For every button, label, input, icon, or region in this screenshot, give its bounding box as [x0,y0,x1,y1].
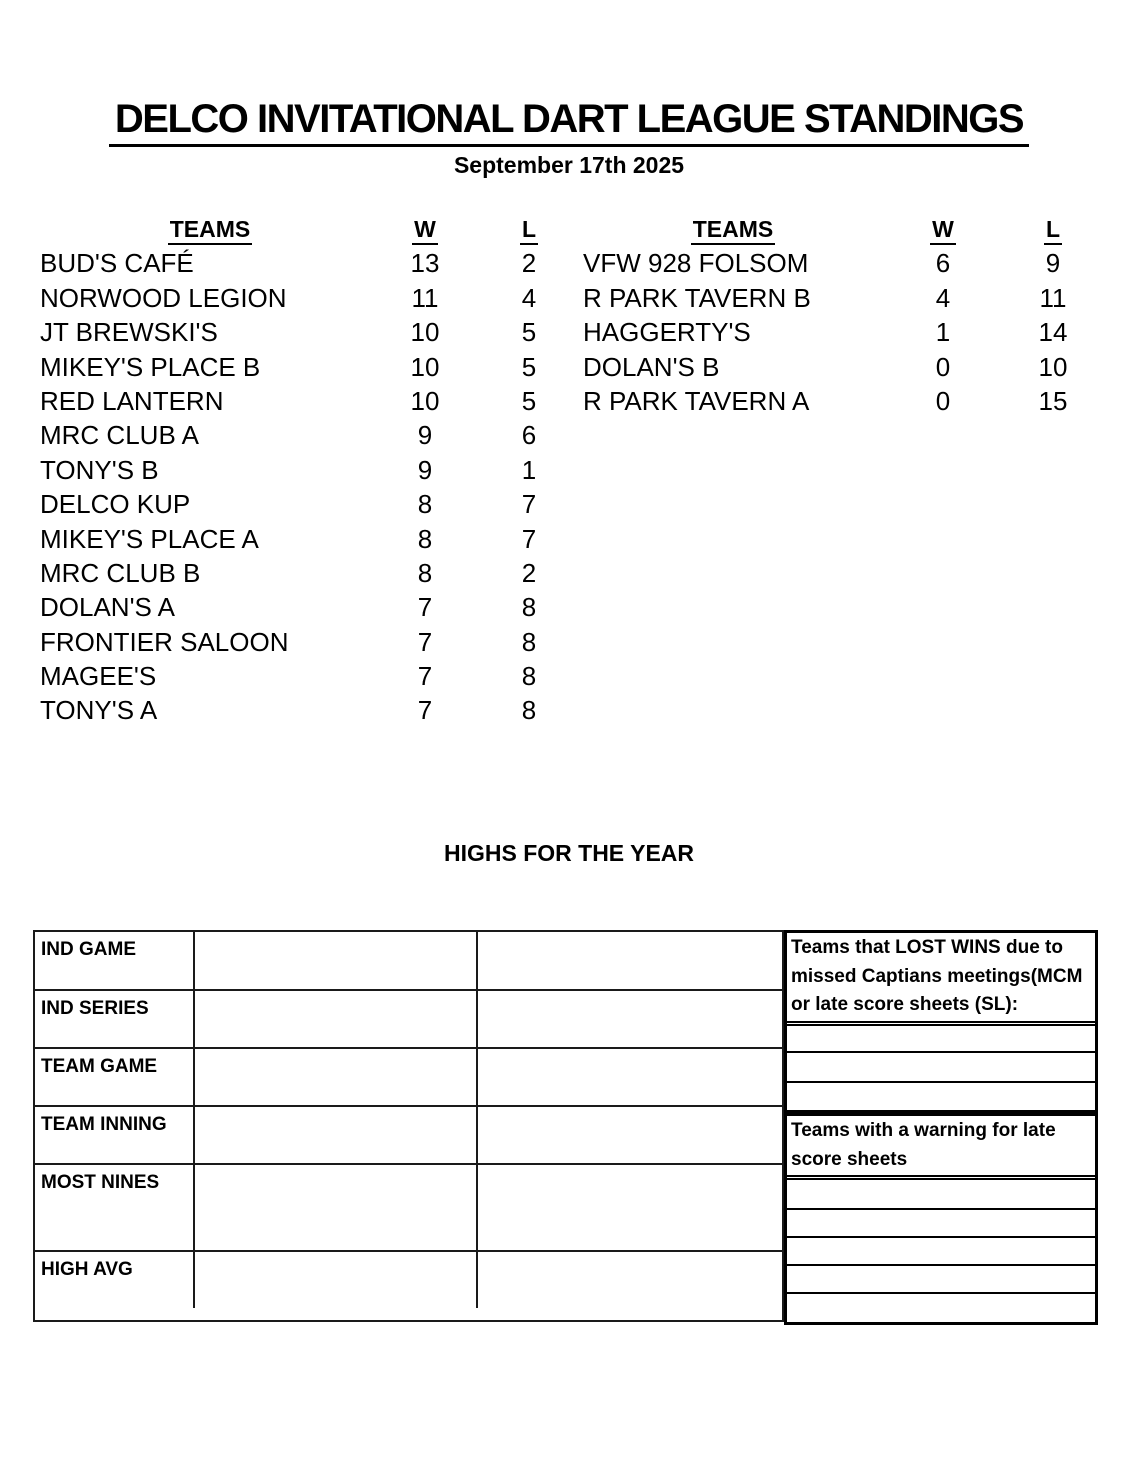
empty-cell [195,1107,478,1163]
empty-cell [787,1083,1095,1111]
highs-row-label: TEAM INNING [35,1107,195,1163]
wins-cell: 8 [417,489,433,520]
teams-column-header: TEAMS [40,212,380,246]
losses-cell: 2 [521,557,537,588]
empty-cell [195,1049,478,1105]
team-cell: DOLAN'S A [40,592,176,623]
highs-table [33,930,784,1322]
lost-wins-header: Teams that LOST WINS due to missed Captians meetings(MCM or late score sheets (SL): [787,933,1095,1026]
wins-cell: 10 [410,385,440,416]
highs-row [35,932,782,991]
team-cell: TONY'S A [40,695,158,726]
losses-cell: 5 [521,385,537,416]
empty-cell [195,1252,478,1308]
empty-cell [787,1238,1095,1266]
team-cell: BUD'S CAFÉ [40,248,194,279]
empty-cell [478,1049,782,1105]
losses-column-header: L [470,212,574,246]
losses-cell: 11 [1039,282,1067,313]
team-cell: TONY'S B [40,454,159,485]
wins-cell: 10 [410,317,440,348]
empty-cell [787,1026,1095,1053]
losses-cell: 2 [521,248,537,279]
empty-cell [478,1165,782,1250]
teams-column-header: TEAMS [583,212,883,246]
team-cell: JT BREWSKI'S [40,317,218,348]
losses-cell: 9 [1045,248,1061,279]
empty-cell [478,991,782,1047]
team-cell: MIKEY'S PLACE A [40,523,259,554]
losses-cell: 15 [1038,385,1068,416]
highs-row [35,1252,782,1308]
page-subtitle: September 17th 2025 [453,152,685,178]
team-cell: MRC CLUB A [40,420,199,451]
team-cell: HAGGERTY'S [583,317,751,348]
wins-cell: 0 [935,385,951,416]
empty-cell [195,991,478,1047]
losses-cell: 7 [521,489,537,520]
highs-row [35,1165,782,1252]
losses-cell: 8 [521,661,537,692]
wins-cell: 9 [417,420,433,451]
wins-cell: 11 [411,282,439,313]
highs-section-heading: HIGHS FOR THE YEAR [443,840,695,866]
empty-cell [787,1210,1095,1238]
wins-cell: 8 [417,523,433,554]
team-cell: R PARK TAVERN A [583,385,810,416]
page-title: DELCO INVITATIONAL DART LEAGUE STANDINGS [109,96,1029,147]
empty-cell [478,1252,782,1308]
losses-cell: 5 [521,351,537,382]
wins-cell: 7 [417,592,433,623]
wins-column-header: W [883,212,1003,246]
team-cell: DELCO KUP [40,489,191,520]
empty-cell [195,932,478,989]
highs-row-label: MOST NINES [35,1165,195,1250]
losses-cell: 7 [521,523,537,554]
team-cell: NORWOOD LEGION [40,282,287,313]
highs-row [35,991,782,1049]
losses-cell: 8 [521,626,537,657]
losses-cell: 5 [521,317,537,348]
empty-cell [195,1165,478,1250]
warning-header: Teams with a warning for late score sheets [787,1116,1095,1180]
highs-row-label: IND GAME [35,932,195,989]
losses-cell: 4 [521,282,537,313]
team-cell: R PARK TAVERN B [583,282,811,313]
highs-row [35,1049,782,1107]
losses-column-header: L [1003,212,1103,246]
lost-wins-box [784,930,1098,1113]
losses-cell: 10 [1038,351,1068,382]
standings-table-left [40,212,574,728]
warning-box [784,1113,1098,1325]
wins-cell: 9 [417,454,433,485]
team-cell: VFW 928 FOLSOM [583,248,809,279]
empty-cell [787,1294,1095,1324]
wins-cell: 6 [935,248,951,279]
highs-row [35,1107,782,1165]
highs-row-label: TEAM GAME [35,1049,195,1105]
highs-row-label: HIGH AVG [35,1252,195,1308]
empty-cell [478,932,782,989]
team-cell: RED LANTERN [40,385,224,416]
standings-table-right [583,212,1103,418]
page-title-wrap [0,96,1138,147]
empty-cell [787,1180,1095,1210]
wins-cell: 0 [935,351,951,382]
losses-cell: 14 [1038,317,1068,348]
wins-cell: 8 [417,557,433,588]
wins-cell: 1 [935,317,951,348]
team-cell: MRC CLUB B [40,557,201,588]
wins-column-header: W [380,212,470,246]
highs-row-label: IND SERIES [35,991,195,1047]
empty-cell [478,1107,782,1163]
wins-cell: 13 [410,248,440,279]
team-cell: FRONTIER SALOON [40,626,289,657]
wins-cell: 4 [935,282,951,313]
losses-cell: 1 [521,454,537,485]
team-cell: MIKEY'S PLACE B [40,351,261,382]
team-cell: MAGEE'S [40,661,157,692]
wins-cell: 7 [417,695,433,726]
losses-cell: 6 [521,420,537,451]
empty-cell [787,1266,1095,1294]
team-cell: DOLAN'S B [583,351,720,382]
losses-cell: 8 [521,592,537,623]
wins-cell: 7 [417,661,433,692]
empty-cell [787,1053,1095,1083]
wins-cell: 10 [410,351,440,382]
losses-cell: 8 [521,695,537,726]
wins-cell: 7 [417,626,433,657]
